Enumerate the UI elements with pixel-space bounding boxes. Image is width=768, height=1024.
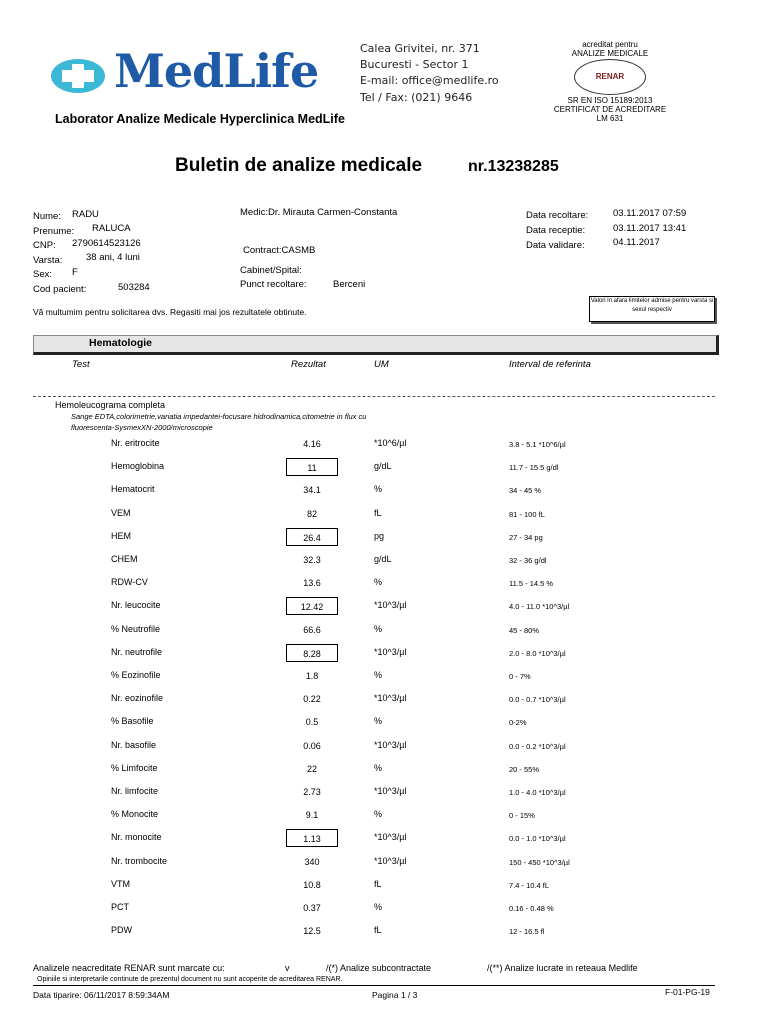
table-row (0, 484, 768, 504)
test-unit: *10^3/µl (374, 646, 407, 657)
test-name: Nr. leucocite (111, 600, 161, 611)
table-row (0, 809, 768, 829)
test-name: % Eozinofile (111, 670, 161, 680)
accreditation-line2: ANALIZE MEDICALE (571, 49, 649, 58)
test-reference-interval: 34 - 45 % (509, 486, 542, 496)
address-email: E-mail: office@medlife.ro (360, 74, 499, 87)
section-title: Hematologie (89, 337, 153, 349)
table-row (0, 554, 768, 574)
group-method-line1: Sange EDTA,colorimetrie,variatia impedantei-focusare hidrodinamica,citometrie in flux cu (71, 412, 367, 421)
document-title: Buletin de analize medicale (175, 155, 423, 176)
test-unit: fL (374, 878, 382, 889)
table-row (0, 740, 768, 760)
test-result: 0.37 (303, 903, 321, 913)
footer-divider (33, 985, 715, 986)
accreditation-line3: SR EN ISO 15189:2013 (567, 96, 653, 105)
test-unit: *10^3/µl (374, 600, 407, 611)
table-row (0, 461, 768, 481)
cnp-value: 2790614523126 (72, 238, 141, 249)
test-name: Nr. neutrofile (111, 646, 163, 657)
data-validare-value: 04.11.2017 (613, 237, 660, 248)
table-row (0, 716, 768, 736)
cnp-label: CNP: (33, 240, 56, 251)
section-header (33, 335, 719, 355)
prenume-label: Prenume: (33, 226, 75, 237)
test-unit: *10^3/µl (374, 786, 407, 796)
data-receptie-label: Data receptie: (526, 225, 586, 236)
test-unit: % (374, 809, 383, 820)
test-unit: *10^6/µl (374, 438, 407, 448)
test-unit: % (374, 902, 383, 912)
test-name: Nr. eritrocite (111, 438, 160, 448)
table-row (0, 577, 768, 597)
test-result: 32.3 (303, 555, 321, 565)
page-number: Pagina 1 / 3 (372, 990, 418, 1000)
test-unit: *10^3/µl (374, 693, 407, 704)
table-row (0, 902, 768, 922)
sex-value: F (72, 267, 78, 278)
renar-seal-icon (574, 59, 646, 95)
test-unit: % (374, 670, 383, 680)
test-reference-interval: 0.0 - 0.7 *10^3/µl (509, 695, 566, 705)
test-reference-interval: 20 - 55% (509, 764, 540, 774)
test-name: Nr. monocite (111, 832, 162, 843)
table-row (0, 531, 768, 551)
test-reference-interval: 11.7 - 15.5 g/dl (509, 463, 559, 473)
opinion-note: Opiniile si interpretarile continute de prezentul document nu sunt acoperite de acreditarea RENAR. (37, 976, 343, 983)
test-unit: pg (374, 530, 385, 541)
nume-value: RADU (72, 209, 99, 220)
varsta-label: Varsta: (33, 255, 63, 266)
table-row (0, 624, 768, 644)
test-unit: fL (374, 507, 382, 518)
punct-recoltare-value: Berceni (333, 279, 366, 290)
column-um: UM (374, 359, 389, 370)
test-result: 12.42 (286, 597, 338, 615)
test-reference-interval: 0-2% (509, 718, 527, 728)
test-result: 8.28 (286, 644, 338, 662)
document-number: nr.13238285 (468, 158, 559, 175)
test-reference-interval: 7.4 - 10.4 fL (509, 880, 550, 890)
test-result: 22 (306, 763, 317, 774)
test-reference-interval: 32 - 36 g/dl (509, 556, 547, 565)
table-row (0, 879, 768, 899)
test-unit: fL (374, 925, 382, 936)
test-reference-interval: 1.0 - 4.0 *10^3/µl (509, 788, 566, 797)
test-name: PCT (111, 902, 129, 912)
table-row (0, 508, 768, 528)
logo-text: MedLife (114, 44, 319, 98)
test-unit: *10^3/µl (374, 855, 407, 866)
accreditation-line5: LM 631 (596, 114, 624, 123)
print-date: Data tiparire: 06/11/2017 8:59:34AM (33, 990, 170, 1000)
test-reference-interval: 27 - 34 pg (509, 532, 543, 542)
test-result: 340 (304, 856, 320, 867)
table-row (0, 600, 768, 620)
test-result: 82 (306, 508, 317, 519)
table-row (0, 763, 768, 783)
test-name: % Limfocite (111, 762, 158, 773)
test-reference-interval: 0 - 15% (509, 811, 535, 821)
group-title: Hemoleucograma completa (55, 400, 166, 410)
table-row (0, 856, 768, 876)
test-reference-interval: 81 - 100 fL (509, 509, 545, 519)
test-unit: % (374, 762, 383, 773)
test-name: Hemoglobina (111, 461, 165, 472)
test-name: Nr. basofile (111, 739, 157, 750)
test-name: % Neutrofile (111, 623, 161, 634)
address-street: Calea Grivitei, nr. 371 (360, 42, 480, 55)
test-name: RDW-CV (111, 577, 148, 588)
test-name: PDW (111, 925, 132, 936)
accreditation-line1: acreditat pentru (582, 40, 638, 49)
test-result: 12.5 (303, 926, 321, 937)
test-reference-interval: 12 - 16.5 fl (509, 927, 545, 937)
test-unit: % (374, 577, 383, 588)
test-unit: g/dL (374, 461, 392, 472)
test-result: 2.73 (303, 787, 321, 797)
form-code: F-01-PG-19 (665, 987, 710, 997)
test-unit: % (374, 623, 383, 634)
table-row (0, 670, 768, 690)
test-reference-interval: 2.0 - 8.0 *10^3/µl (509, 648, 566, 658)
test-name: CHEM (111, 554, 138, 564)
test-name: Nr. limfocite (111, 786, 159, 796)
test-name: Nr. trombocite (111, 855, 168, 866)
test-name: % Monocite (111, 809, 159, 820)
test-reference-interval: 3.8 - 5.1 *10^6/µl (509, 440, 566, 449)
varsta-value: 38 ani, 4 luni (86, 252, 140, 263)
address-city: Bucuresti - Sector 1 (360, 58, 469, 71)
test-name: Hematocrit (111, 484, 155, 495)
table-row (0, 786, 768, 806)
test-unit: % (374, 716, 383, 727)
test-reference-interval: 0.16 - 0.48 % (509, 904, 554, 913)
test-result: 9.1 (305, 810, 319, 821)
test-reference-interval: 0 - 7% (509, 672, 531, 681)
punct-recoltare-label: Punct recoltare: (240, 279, 307, 290)
table-row (0, 925, 768, 945)
test-unit: g/dL (374, 554, 392, 564)
data-recoltare-value: 03.11.2017 07:59 (613, 208, 687, 219)
test-unit: % (374, 484, 383, 495)
test-reference-interval: 45 - 80% (509, 625, 540, 635)
medical-cross-icon (50, 58, 106, 94)
test-result: 11 (286, 458, 338, 476)
column-test: Test (72, 359, 90, 370)
subcontract-note: /(*) Analize subcontractate (326, 963, 432, 973)
test-result: 0.22 (303, 694, 321, 705)
accreditation-line4: CERTIFICAT DE ACREDITARE (553, 105, 667, 114)
test-result: 26.4 (286, 528, 338, 546)
test-result: 10.8 (303, 879, 321, 890)
table-row (0, 647, 768, 667)
test-name: Nr. eozinofile (111, 693, 164, 704)
test-name: % Basofile (111, 716, 154, 727)
medlife-logo (50, 44, 350, 100)
sex-label: Sex: (33, 269, 53, 280)
lab-name: Laborator Analize Medicale Hyperclinica MedLife (55, 112, 345, 126)
nume-label: Nume: (33, 211, 61, 222)
cod-pacient-label: Cod pacient: (33, 284, 87, 295)
test-result: 4.16 (303, 439, 321, 449)
cabinet-spital: Cabinet/Spital: (240, 265, 302, 276)
test-reference-interval: 4.0 - 11.0 *10^3/µl (509, 602, 570, 612)
network-note: /(**) Analize lucrate in reteaua Medlife (487, 963, 638, 973)
cod-pacient-value: 503284 (118, 282, 150, 293)
address-phone: Tel / Fax: (021) 9646 (360, 91, 473, 104)
test-reference-interval: 0.0 - 1.0 *10^3/µl (509, 834, 566, 844)
test-result: 0.06 (303, 740, 321, 751)
out-of-range-legend: Valori in afara limitelor admise pentru varsta si sexul respectiv (589, 296, 715, 322)
table-row (0, 693, 768, 713)
test-unit: *10^3/µl (374, 739, 407, 750)
thanks-message: Vă multumim pentru solicitarea dvs. Regasiti mai jos rezultatele obtinute. (33, 307, 307, 317)
test-result: 1.8 (305, 671, 319, 681)
data-validare-label: Data validare: (526, 240, 585, 251)
test-result: 0.5 (305, 717, 319, 728)
column-rezultat: Rezultat (291, 359, 326, 370)
data-recoltare-label: Data recoltare: (526, 210, 589, 221)
renar-mark: v (285, 963, 290, 973)
test-result: 1.13 (286, 829, 338, 847)
test-unit: *10^3/µl (374, 832, 407, 843)
medic: Medic:Dr. Mirauta Carmen-Constanta (240, 207, 398, 218)
test-name: VEM (111, 507, 131, 518)
test-result: 13.6 (303, 578, 321, 589)
renar-note: Analizele neacreditate RENAR sunt marcate cu: (33, 963, 225, 973)
dashed-divider (33, 396, 715, 397)
table-row (0, 438, 768, 458)
test-result: 34.1 (303, 485, 321, 496)
renar-accreditation (535, 40, 685, 126)
table-row (0, 832, 768, 852)
contract: Contract:CASMB (243, 245, 316, 256)
test-reference-interval: 11.5 - 14.5 % (509, 579, 554, 589)
test-reference-interval: 150 - 450 *10^3/µl (509, 857, 570, 867)
prenume-value: RALUCA (92, 223, 131, 234)
test-name: HEM (111, 530, 131, 541)
data-receptie-value: 03.11.2017 13:41 (613, 223, 687, 234)
test-result: 66.6 (303, 624, 321, 635)
column-interval: Interval de referinta (509, 359, 591, 370)
test-reference-interval: 0.0 - 0.2 *10^3/µl (509, 741, 566, 751)
group-method-line2: fluorescenta-SysmexXN-2000/microscopie (71, 423, 213, 432)
test-name: VTM (111, 878, 130, 889)
renar-seal-text: RENAR (595, 72, 625, 81)
